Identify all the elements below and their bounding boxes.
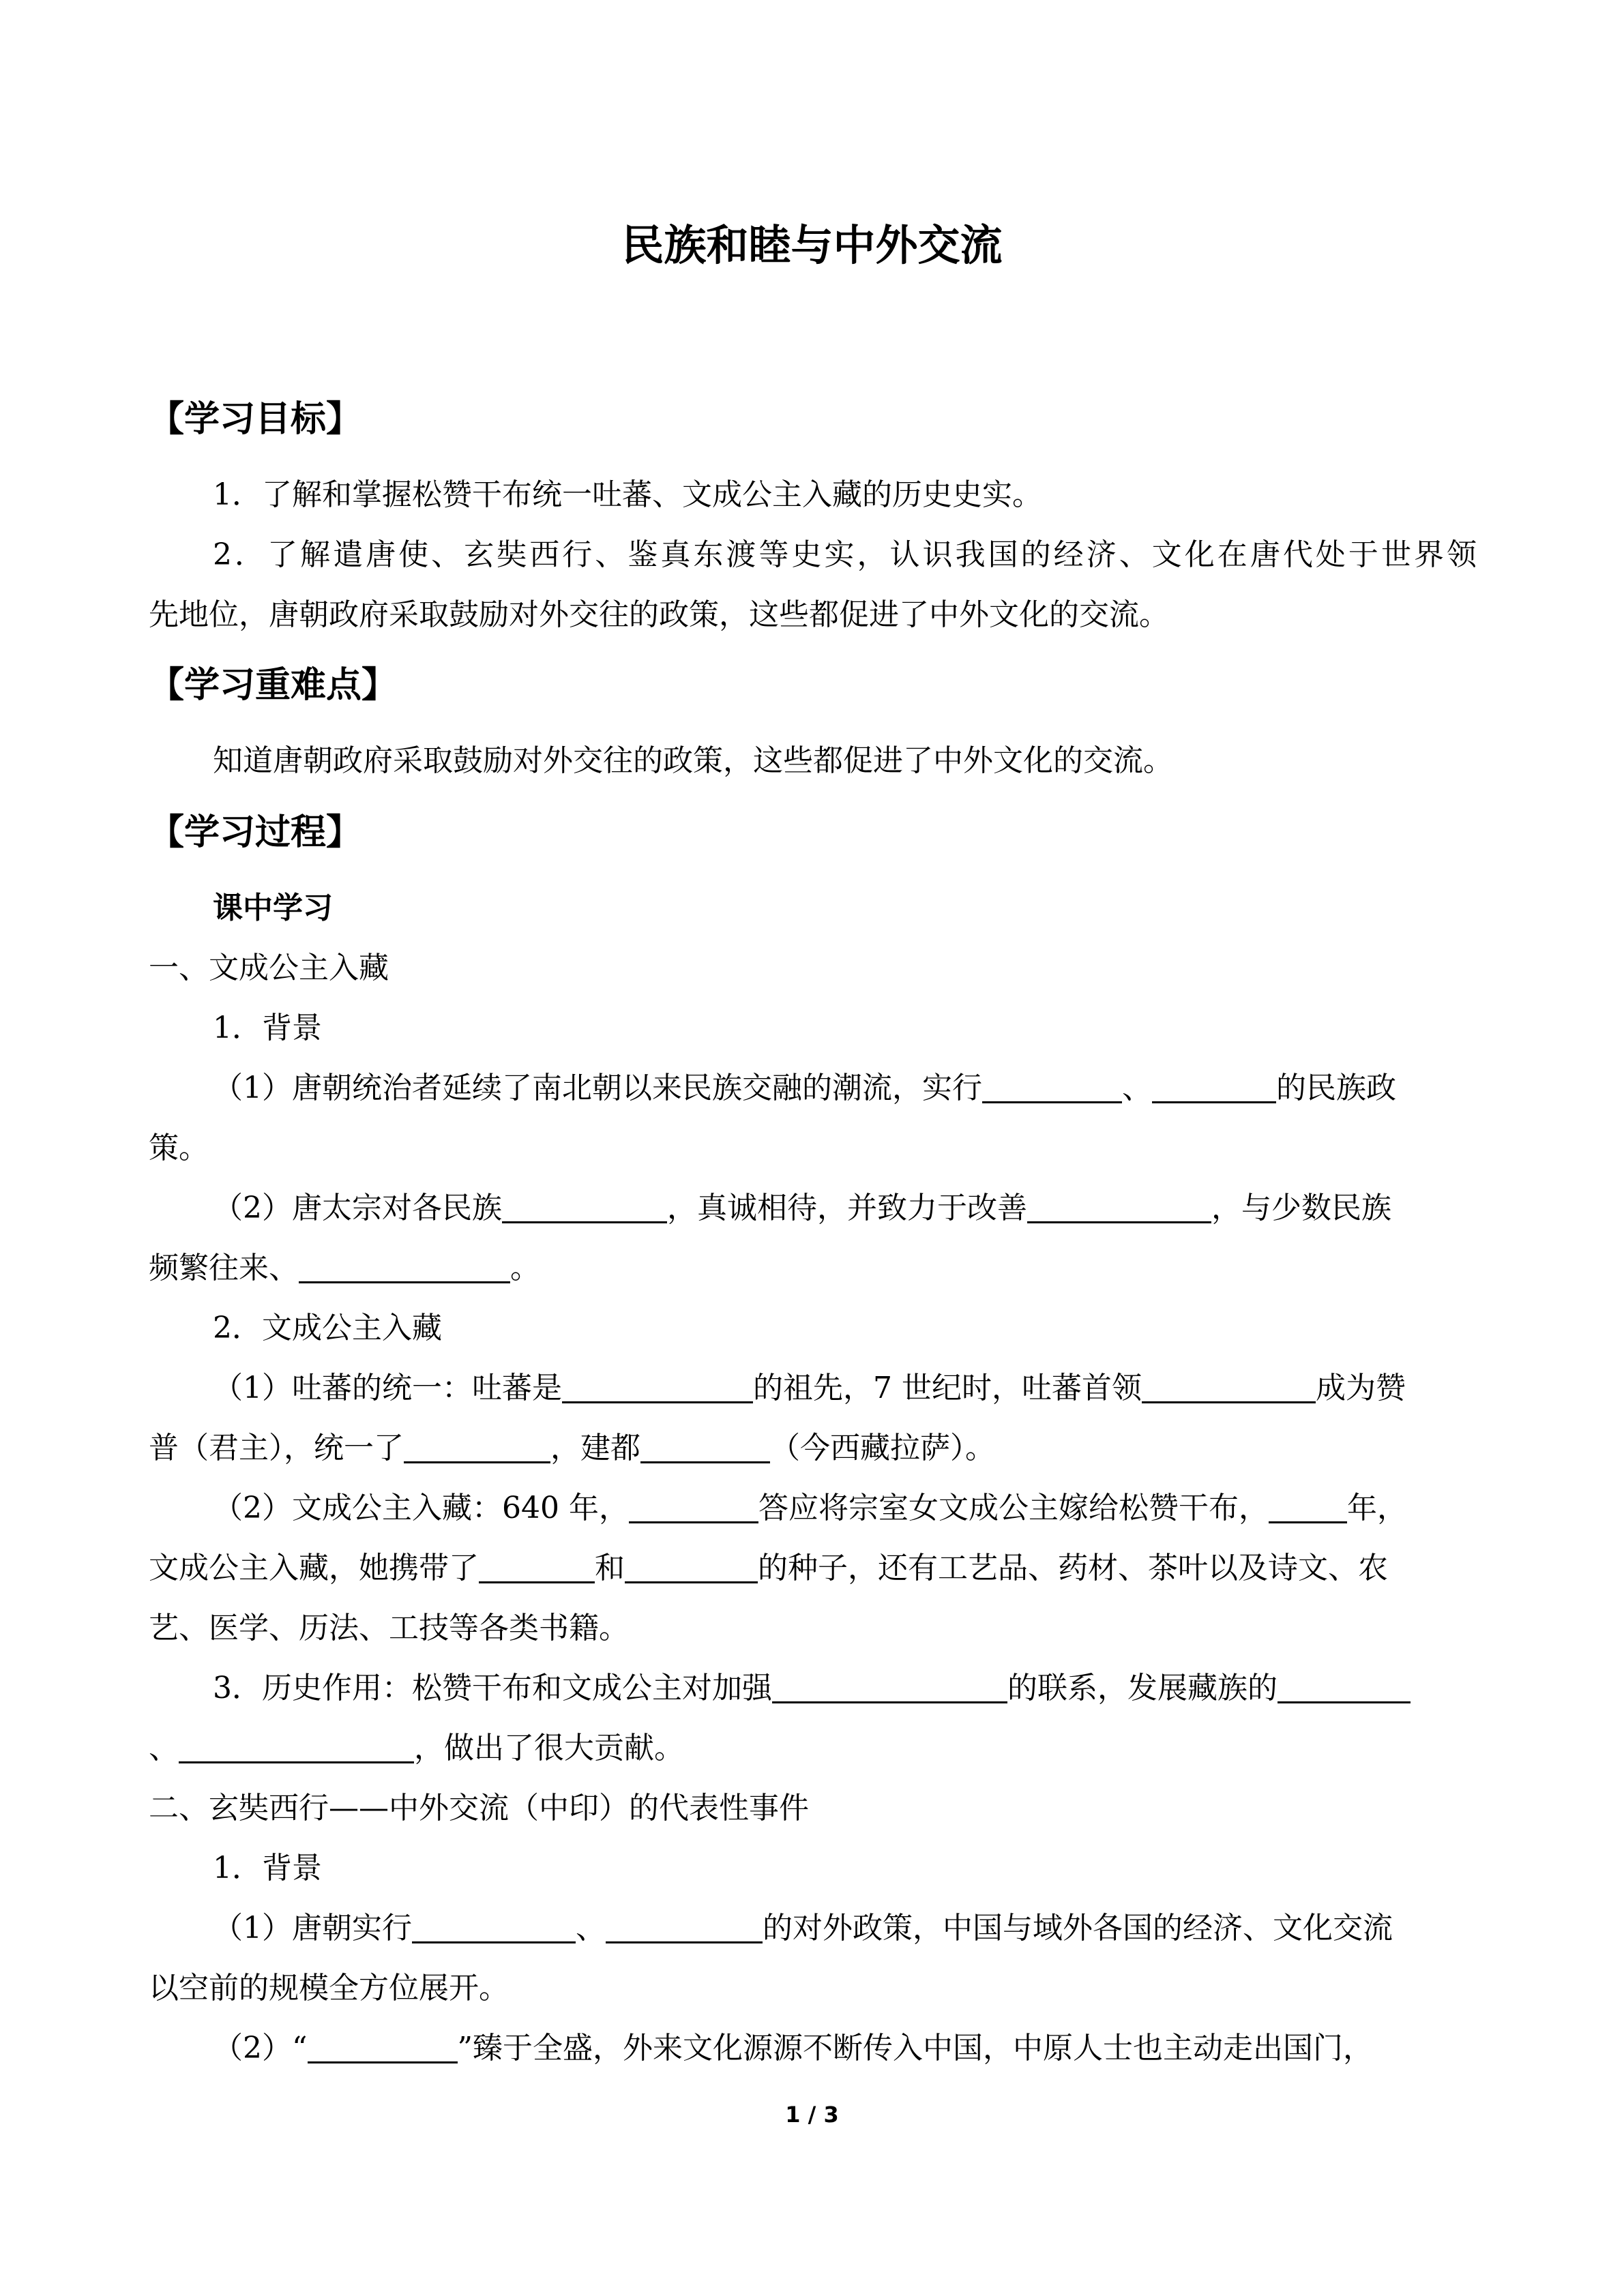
page-title: 民族和睦与中外交流 — [621, 220, 1003, 270]
fill-blank[interactable] — [1027, 1189, 1211, 1223]
paragraph-line: 以空前的规模全方位展开。 — [149, 1971, 509, 2006]
text-run: （2）文成公主入藏：640 年， — [213, 1491, 629, 1525]
text-run: （2）“ — [213, 2031, 308, 2066]
text-run: 的对外政策，中国与域外各国的经济、文化交流 — [763, 1911, 1393, 1945]
text-run: 、 — [576, 1911, 606, 1945]
text-run: 、 — [1122, 1071, 1152, 1105]
paragraph-line — [149, 1658, 1477, 1718]
text-run: 普（君主），统一了 — [149, 1431, 404, 1465]
text-run: 答应将宗室女文成公主嫁给松赞干布， — [758, 1491, 1269, 1525]
fill-blank[interactable] — [479, 1549, 595, 1583]
text-run: ”臻于全盛，外来文化源源不断传入中国，中原人士也主动走出国门， — [457, 2031, 1373, 2066]
text-run: （1）唐朝实行 — [213, 1911, 412, 1945]
fill-blank[interactable] — [772, 1669, 1007, 1703]
text-run: 和 — [595, 1551, 625, 1585]
text-run: （2）唐太宗对各民族 — [213, 1191, 502, 1225]
paragraph-line — [149, 1418, 1477, 1478]
fill-blank[interactable] — [1278, 1669, 1411, 1703]
text-run: （今西藏拉萨）。 — [770, 1431, 995, 1465]
text-run: ，真诚相待，并致力于改善 — [667, 1191, 1027, 1225]
part2-background-label: 1．背景 — [213, 1851, 322, 1885]
objective-item-2-line-1: 2．了解遣唐使、玄奘西行、鉴真东渡等史实，认识我国的经济、文化在唐代处于世界领 — [213, 537, 1477, 572]
text-run: 的联系，发展藏族的 — [1007, 1671, 1278, 1705]
fill-blank[interactable] — [308, 2029, 458, 2063]
part1-title: 一、文成公主入藏 — [149, 951, 389, 985]
objective-item-2-line-2: 先地位，唐朝政府采取鼓励对外交往的政策，这些都促进了中外文化的交流。 — [149, 597, 1169, 632]
paragraph-line — [149, 1238, 1477, 1298]
objective-item-1: 1．了解和掌握松赞干布统一吐蕃、文成公主入藏的历史史实。 — [213, 477, 1042, 512]
fill-blank[interactable] — [502, 1189, 667, 1223]
text-run: 的祖先，7 世纪时，吐蕃首领 — [753, 1371, 1142, 1405]
paragraph-line — [149, 1538, 1477, 1598]
text-run: ，做出了很大贡献。 — [414, 1731, 684, 1765]
process-subheading: 课中学习 — [213, 891, 333, 925]
section-heading-objectives: 【学习目标】 — [149, 399, 362, 440]
fill-blank[interactable] — [640, 1429, 770, 1463]
key-points-text: 知道唐朝政府采取鼓励对外交往的政策，这些都促进了中外文化的交流。 — [213, 743, 1173, 778]
text-run: 年， — [1346, 1491, 1407, 1525]
text-run: 的民族政 — [1276, 1071, 1396, 1105]
text-run: ，与少数民族 — [1211, 1191, 1391, 1225]
text-run: （1）吐蕃的统一：吐蕃是 — [213, 1371, 562, 1405]
text-run: （1）唐朝统治者延续了南北朝以来民族交融的潮流，实行 — [213, 1071, 982, 1105]
fill-blank[interactable] — [412, 1909, 576, 1943]
text-run: 、 — [149, 1731, 179, 1765]
part1-entry-label: 2．文成公主入藏 — [213, 1311, 442, 1345]
section-heading-process: 【学习过程】 — [149, 812, 362, 853]
paragraph-line — [149, 2018, 1477, 2078]
paragraph-line — [149, 1718, 1477, 1778]
fill-blank[interactable] — [629, 1489, 758, 1523]
text-run: 。 — [510, 1251, 540, 1285]
text-run: 3．历史作用：松赞干布和文成公主对加强 — [213, 1671, 772, 1705]
paragraph-line — [149, 1478, 1477, 1538]
paragraph-line — [149, 1058, 1477, 1118]
fill-blank[interactable] — [982, 1069, 1122, 1103]
text-run: 文成公主入藏，她携带了 — [149, 1551, 479, 1585]
paragraph-line — [149, 1898, 1477, 1958]
page-number: 1 / 3 — [785, 2102, 839, 2128]
paragraph-line: 策。 — [149, 1131, 209, 1165]
text-run: 频繁往来、 — [149, 1251, 299, 1285]
fill-blank[interactable] — [404, 1429, 550, 1463]
fill-blank[interactable] — [562, 1369, 753, 1403]
paragraph-line — [149, 1178, 1477, 1238]
text-run: 的种子，还有工艺品、药材、茶叶以及诗文、农 — [758, 1551, 1388, 1585]
part1-background-label: 1．背景 — [213, 1011, 322, 1045]
paragraph-line — [149, 1358, 1477, 1418]
text-run: 成为赞 — [1315, 1371, 1406, 1405]
fill-blank[interactable] — [179, 1729, 414, 1763]
text-run: ，建都 — [550, 1431, 640, 1465]
fill-blank[interactable] — [1152, 1069, 1276, 1103]
fill-blank[interactable] — [299, 1249, 510, 1283]
fill-blank[interactable] — [606, 1909, 763, 1943]
fill-blank[interactable] — [625, 1549, 758, 1583]
fill-blank[interactable] — [1142, 1369, 1316, 1403]
fill-blank[interactable] — [1269, 1489, 1347, 1523]
section-heading-key-points: 【学习重难点】 — [149, 665, 398, 706]
paragraph-line: 艺、医学、历法、工技等各类书籍。 — [149, 1611, 629, 1645]
part2-title: 二、玄奘西行——中外交流（中印）的代表性事件 — [149, 1791, 809, 1825]
